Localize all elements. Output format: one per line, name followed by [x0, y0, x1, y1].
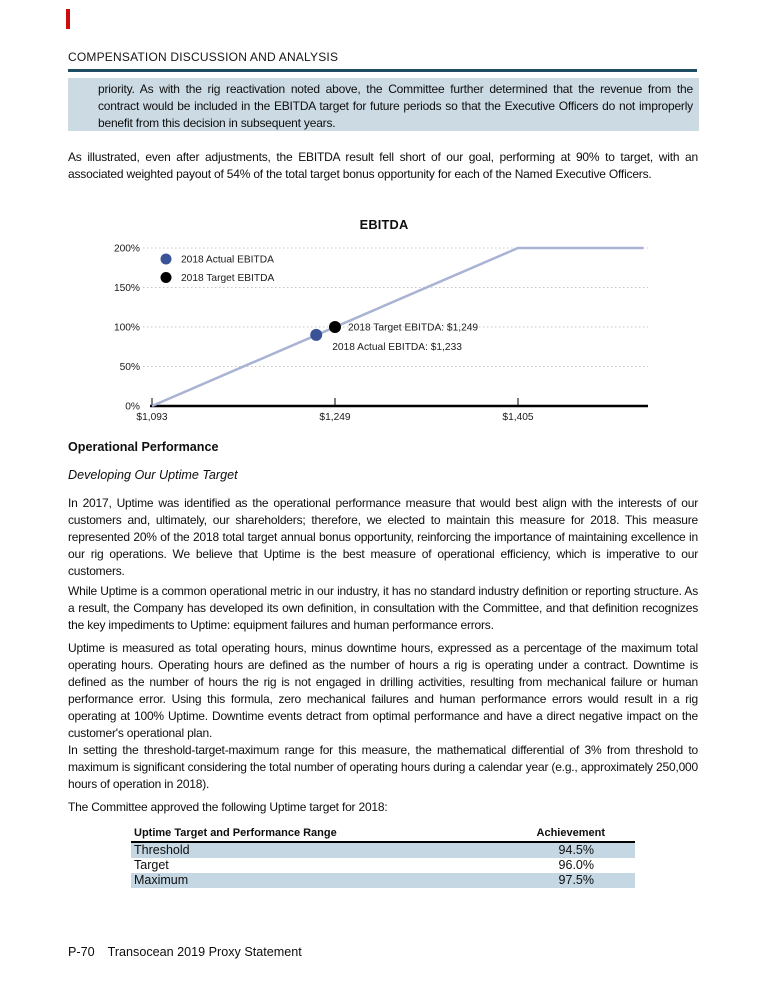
table-row-target — [131, 858, 635, 873]
y-tick-label: 150% — [113, 283, 140, 294]
header-rule — [68, 69, 697, 72]
data-point-label: 2018 Target EBITDA: $1,249 — [348, 322, 479, 334]
data-point — [310, 329, 322, 341]
margin-change-bar — [66, 9, 70, 29]
page-footer — [68, 945, 302, 959]
table-header-row — [131, 827, 635, 843]
y-tick-label: 100% — [113, 322, 140, 334]
y-tick-label: 0% — [125, 401, 140, 413]
legend-label: 2018 Target EBITDA — [181, 273, 275, 284]
y-tick-label: 50% — [119, 362, 140, 373]
x-tick-label: $1,405 — [502, 412, 534, 423]
row-value: 97.5% — [558, 873, 594, 887]
table-header-range: Uptime Target and Performance Range — [134, 827, 337, 839]
highlighted-callout-text: priority. As with the rig reactivation noted above, the Committee further determined that the revenue from the contract would be included in the EBITDA target for future periods so that the Executive Officers do not improperly benefit from this decision in subsequent years. — [68, 78, 699, 131]
paragraph-uptime-measurement: Uptime is measured as total operating hours, minus downtime hours, expressed as a percentage of the maximum total operating hours. Operating hours are defined as the number of hours a rig is operating under a contract. Downtime is defined as the number of hours the rig is not engaged in drilling activities, resulting from mechanical failure or human performance error. Using this formula, zero mechanical failures and human performance errors would result in a rig operating at 100% Uptime. Downtime events detract from optimal performance and have a direct negative impact on the customer's operational plan. — [68, 641, 698, 740]
table-row-threshold — [131, 843, 635, 858]
footer-document-title: Transocean 2019 Proxy Statement — [107, 945, 302, 959]
table-header-achievement: Achievement — [536, 827, 605, 839]
paragraph-committee-approved: The Committee approved the following Uptime target for 2018: — [68, 800, 388, 814]
paragraph-uptime-definition: While Uptime is a common operational metric in our industry, it has no standard industry definition or reporting structure. As a result, the Company has developed its own definition, in consultation with the Committee, and that definition recognizes the key impediments to Uptime: equipment failures and human performance errors. — [68, 584, 698, 632]
uptime-target-table — [131, 827, 635, 888]
heading-operational-performance: Operational Performance — [68, 440, 219, 454]
row-label: Maximum — [134, 873, 189, 887]
ebitda-chart — [0, 213, 768, 431]
footer-page-number: P-70 — [68, 945, 95, 959]
x-tick-label: $1,093 — [136, 412, 168, 423]
legend-label: 2018 Actual EBITDA — [181, 254, 274, 266]
legend-dot — [161, 254, 172, 265]
legend-dot — [161, 272, 172, 283]
data-point-label: 2018 Actual EBITDA: $1,233 — [332, 341, 462, 353]
chart-title: EBITDA — [359, 217, 409, 232]
page-header-title: COMPENSATION DISCUSSION AND ANALYSIS — [68, 50, 339, 64]
heading-developing-uptime-target: Developing Our Uptime Target — [68, 468, 238, 482]
row-label: Threshold — [134, 843, 190, 857]
data-point — [329, 321, 341, 333]
y-tick-label: 200% — [113, 243, 140, 255]
ebitda-chart-plot — [0, 213, 768, 431]
table-row-maximum — [131, 873, 635, 888]
x-tick-label: $1,249 — [319, 412, 351, 423]
row-label: Target — [134, 858, 169, 872]
row-value: 96.0% — [558, 858, 594, 872]
paragraph-ebitda-result: As illustrated, even after adjustments, the EBITDA result fell short of our goal, performing at 90% to target, with an associated weighted payout of 54% of the total target bonus opportunity for each of the Named Executive Officers. — [68, 150, 698, 181]
paragraph-threshold-range: In setting the threshold-target-maximum range for this measure, the mathematical differential of 3% from threshold to maximum is significant considering the total number of operating hours during a calendar year (e.g., approximately 250,000 hours of operation in 2018). — [68, 743, 698, 791]
row-value: 94.5% — [558, 843, 594, 857]
paragraph-uptime-identified: In 2017, Uptime was identified as the operational performance measure that would best align with the interests of our customers and, ultimately, our shareholders; therefore, we elected to maintain this measure for 2018. This measure represented 20% of the 2018 total target annual bonus opportunity, reinforcing the importance of maintaining excellence in our rig operations. We believe that Uptime is the best measure of operational efficiency, which is imperative to our customers. — [68, 496, 698, 578]
